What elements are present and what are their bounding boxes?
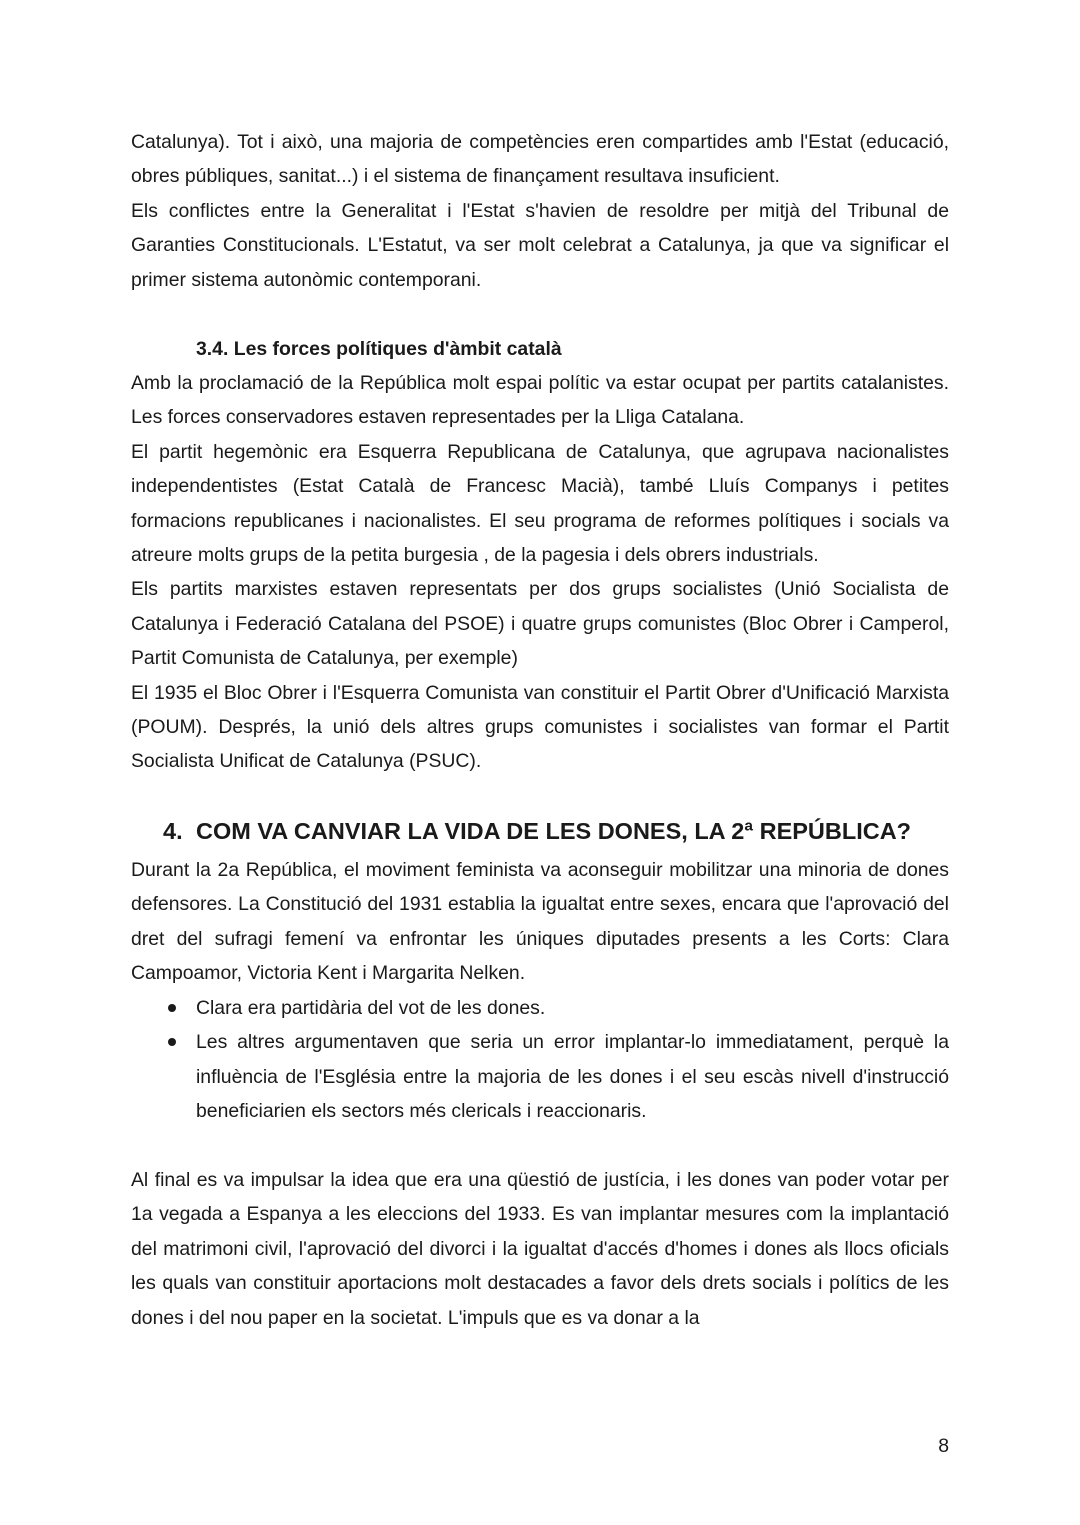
section-3-4-body bbox=[131, 366, 949, 779]
paragraph: Catalunya). Tot i això, una majoria de competències eren compartides amb l'Estat (educació, obres públiques, sanitat...) i el sistema de finançament resultava insuficient. bbox=[131, 131, 949, 188]
bullet-list bbox=[131, 991, 949, 1129]
list-item bbox=[131, 991, 949, 1025]
paragraph: Durant la 2a República, el moviment feminista va aconseguir mobilitzar una minoria de dones defensores. La Constitució del 1931 establia la igualtat entre sexes, encara que l'aprovació del dret del sufragi femení va enfrontar les úniques diputades presents a les Corts: Clara Campoamor, Victoria Kent i Margarita Nelken. bbox=[131, 859, 949, 985]
intro-text bbox=[131, 125, 949, 297]
section-3-4-title: 3.4. Les forces polítiques d'àmbit català bbox=[196, 338, 562, 360]
paragraph: Amb la proclamació de la República molt espai polític va estar ocupat per partits catalanistes. Les forces conservadores estaven representades per la Lliga Catalana. bbox=[131, 372, 949, 429]
paragraph: El 1935 el Bloc Obrer i l'Esquerra Comunista van constituir el Partit Obrer d'Unificació Marxista (POUM). Després, la unió dels altres grups comunistes i socialistes van formar el Partit Socialista Unificat de Catalunya (PSUC). bbox=[131, 681, 949, 773]
paragraph: El partit hegemònic era Esquerra Republicana de Catalunya, que agrupava nacionalistes independentistes (Estat Català de Francesc Macià), també Lluís Companys i petites formacions republicanes i nacionalistes. El seu programa de reformes polítiques i socials va atreure molts grups de la petita burgesia , de la pagesia i dels obrers industrials. bbox=[131, 440, 949, 567]
section-4-closing bbox=[131, 1163, 949, 1335]
paragraph: Els partits marxistes estaven representats per dos grups socialistes (Unió Socialista de Catalunya i Federació Catalana del PSOE) i quatre grups comunistes (Bloc Obrer i Camperol, Partit Comunista de Catalunya, per exemple) bbox=[131, 578, 949, 670]
section-number: 4. bbox=[163, 818, 183, 844]
page-number: 8 bbox=[938, 1435, 949, 1457]
paragraph: Els conflictes entre la Generalitat i l'Estat s'havien de resoldre per mitjà del Tribunal de Garanties Constitucionals. L'Estatut, va ser molt celebrat a Catalunya, ja que va significar el primer sistema autonòmic contemporani. bbox=[131, 199, 949, 291]
section-4-heading bbox=[163, 814, 911, 848]
section-4-title: COM VA CANVIAR LA VIDA DE LES DONES, LA 2ª REPÚBLICA? bbox=[196, 818, 912, 844]
bullet-icon bbox=[168, 1038, 176, 1046]
paragraph: Al final es va impulsar la idea que era una qüestió de justícia, i les dones van poder votar per 1a vegada a Espanya a les eleccions del 1933. Es van implantar mesures com la implantació del matrimoni civil, l'aprovació del divorci i la igualtat d'accés d'homes i dones als llocs oficials les quals van constituir aportacions molt destacades a favor dels drets socials i polítics de les dones i del nou paper en la societat. L'impuls que es va donar a la bbox=[131, 1169, 949, 1329]
bullet-icon bbox=[168, 1004, 176, 1012]
list-item-text: Les altres argumentaven que seria un error implantar-lo immediatament, perquè la influència de l'Església entre la majoria de les dones i el seu escàs nivell d'instrucció beneficiarien els sectors més clericals i reaccionaris. bbox=[196, 1031, 949, 1123]
list-item-text: Clara era partidària del vot de les dones. bbox=[196, 997, 546, 1019]
section-4-intro bbox=[131, 853, 949, 991]
list-item bbox=[131, 1025, 949, 1128]
